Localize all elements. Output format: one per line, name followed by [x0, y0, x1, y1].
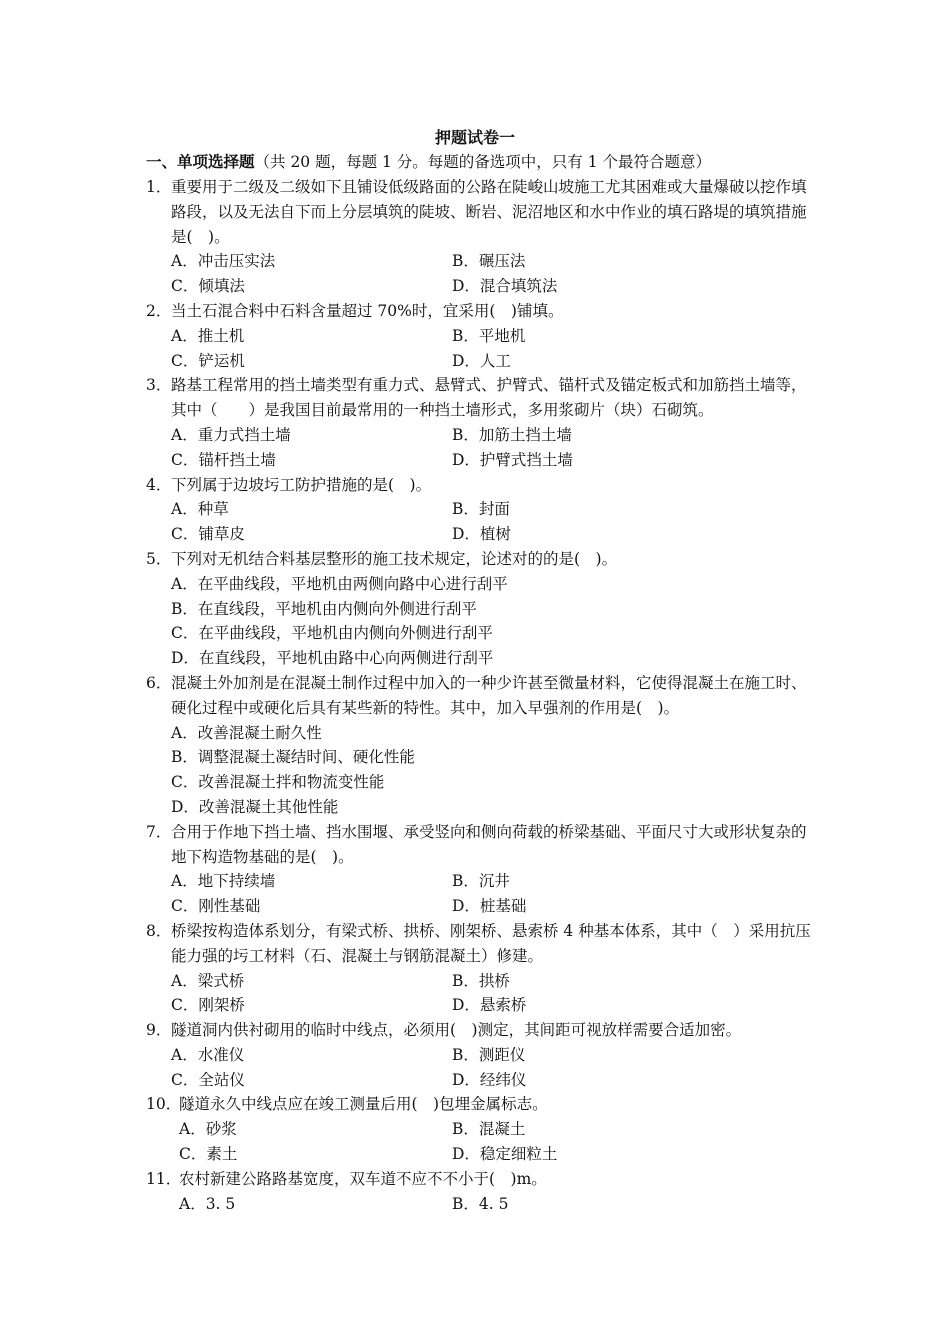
question-11 [146, 1167, 811, 1192]
option-d: D．悬索桥 [452, 996, 527, 1015]
option-a: A．水准仪 [171, 1045, 245, 1064]
option-c: C．铺草皮 [171, 525, 245, 544]
section-heading: 一、单项选择题 [146, 152, 255, 171]
option-b: B．测距仪 [452, 1045, 526, 1064]
option-row [146, 969, 811, 994]
option-a: A．地下持续墙 [171, 872, 276, 891]
option-d: D．经纬仪 [452, 1070, 527, 1089]
option-d: D．桩基础 [452, 897, 527, 916]
question-number: 6． [146, 673, 172, 692]
option-a: A．推土机 [171, 326, 245, 345]
option-row [146, 1117, 811, 1142]
option-row [146, 324, 811, 349]
option-c: C．锚杆挡土墙 [171, 450, 276, 469]
option-b: B．在直线段，平地机由内侧向外侧进行刮平 [171, 599, 477, 618]
question-number: 7． [146, 822, 172, 841]
question-8 [146, 919, 811, 969]
option-b: B．调整混凝土凝结时间、硬化性能 [171, 748, 415, 767]
option-row [146, 349, 811, 374]
question-number: 5． [146, 549, 172, 568]
question-text: 农村新建公路路基宽度，双车道不应不不小于( )m。 [179, 1169, 547, 1188]
option-a: A．3. 5 [179, 1194, 236, 1213]
option-a: A．改善混凝土耐久性 [171, 723, 322, 742]
option-b: B．拱桥 [452, 971, 510, 990]
option-d: D．混合填筑法 [452, 277, 558, 296]
question-4 [146, 473, 811, 498]
question-number: 4． [146, 475, 172, 494]
option-b: B．封面 [452, 500, 510, 519]
question-text: 合用于作地下挡土墙、挡水围堰、承受竖向和侧向荷载的桥梁基础、平面尺寸大或形状复杂的地下构造物基础的是( )。 [171, 822, 807, 866]
question-text: 桥梁按构造体系划分，有梁式桥、拱桥、刚架桥、悬索桥 4 种基本体系，其中（ ）采用抗压能力强的圬工材料（石、混凝土与钢筋混凝土）修建。 [171, 921, 811, 965]
question-text: 重要用于二级及二级如下且铺设低级路面的公路在陡峻山坡施工尤其困难或大量爆破以挖作填路段，以及无法自下而上分层填筑的陡坡、断岩、泥沼地区和水中作业的填石路堤的填筑措施是( )。 [171, 178, 807, 246]
option-d: D．稳定细粒土 [452, 1145, 558, 1164]
option-b: B．4. 5 [452, 1194, 509, 1213]
section-heading-row [146, 151, 846, 173]
question-7 [146, 820, 811, 870]
option-c: C．刚性基础 [171, 897, 261, 916]
option-d: D．植树 [452, 525, 511, 544]
section-note: （共 20 题，每题 1 分。每题的备选项中，只有 1 个最符合题意） [254, 153, 712, 171]
option-a: A．冲击压实法 [171, 252, 276, 271]
option-d: D．护臂式挡土墙 [452, 450, 573, 469]
question-1 [146, 175, 811, 249]
option-d: D．人工 [452, 351, 511, 370]
option-c: C．素土 [179, 1145, 238, 1164]
question-number: 8． [146, 921, 172, 940]
option-c: C．改善混凝土拌和物流变性能 [171, 773, 385, 792]
option-row [146, 274, 811, 299]
option-c: C．铲运机 [171, 351, 245, 370]
question-text: 下列对无机结合料基层整形的施工技术规定，论述对的的是( )。 [171, 549, 618, 568]
option-row [146, 423, 811, 448]
option-row [146, 249, 811, 274]
option-row [146, 448, 811, 473]
option-b: B．混凝土 [452, 1120, 526, 1139]
option-row [146, 522, 811, 547]
option-row [146, 1192, 811, 1217]
option-row [146, 869, 811, 894]
question-number: 3． [146, 376, 172, 395]
question-2 [146, 299, 811, 324]
option-row [146, 1142, 811, 1167]
question-5 [146, 547, 811, 572]
option-row [146, 497, 811, 522]
question-6 [146, 671, 811, 721]
option-row [146, 1068, 811, 1093]
option-c: C．刚架桥 [171, 996, 245, 1015]
question-text: 下列属于边坡圬工防护措施的是( )。 [171, 475, 432, 494]
question-9 [146, 1018, 811, 1043]
option-d: D．改善混凝土其他性能 [171, 797, 339, 816]
question-text: 隧道洞内供衬砌用的临时中线点，必须用( )测定，其间距可视放样需要合适加密。 [171, 1021, 742, 1040]
question-number: 9． [146, 1021, 172, 1040]
option-b: B．加筋土挡土墙 [452, 425, 572, 444]
option-c: C．在平曲线段，平地机由内侧向外侧进行刮平 [171, 624, 493, 643]
exam-title: 押题试卷一 [434, 128, 515, 147]
option-b: B．碾压法 [452, 252, 526, 271]
option-a: A．砂浆 [179, 1120, 237, 1139]
option-a: A．梁式桥 [171, 971, 245, 990]
option-c: C．全站仪 [171, 1070, 245, 1089]
question-text: 当土石混合料中石料含量超过 70%时，宜采用( )铺填。 [171, 301, 564, 320]
option-b: B．沉井 [452, 872, 510, 891]
question-number: 1． [146, 178, 172, 196]
option-row [146, 993, 811, 1018]
question-10 [146, 1092, 811, 1117]
option-row [146, 894, 811, 919]
option-d: D．在直线段，平地机由路中心向两侧进行刮平 [171, 649, 494, 668]
question-text: 隧道永久中线点应在竣工测量后用( )包埋金属标志。 [179, 1095, 548, 1114]
option-a: A．在平曲线段，平地机由两侧向路中心进行刮平 [171, 574, 508, 593]
option-row [146, 1043, 811, 1068]
option-c: C．倾填法 [171, 277, 245, 296]
question-text: 路基工程常用的挡土墙类型有重力式、悬臂式、护臂式、锚杆式及锚定板式和加筋挡土墙等，其中（ ）是我国目前最常用的一种挡土墙形式，多用浆砌片（块）石砌筑。 [171, 376, 807, 420]
question-number: 11． [146, 1169, 182, 1188]
question-3 [146, 373, 811, 423]
question-text: 混凝土外加剂是在混凝土制作过程中加入的一种少许甚至微量材料，它使得混凝土在施工时、硬化过程中或硬化后具有某些新的特性。其中，加入早强剂的作用是( )。 [171, 673, 807, 717]
question-list [146, 175, 811, 1216]
option-b: B．平地机 [452, 326, 526, 345]
question-number: 10． [146, 1095, 182, 1114]
option-a: A．种草 [171, 500, 229, 519]
question-number: 2． [146, 301, 172, 320]
option-a: A．重力式挡土墙 [171, 425, 291, 444]
